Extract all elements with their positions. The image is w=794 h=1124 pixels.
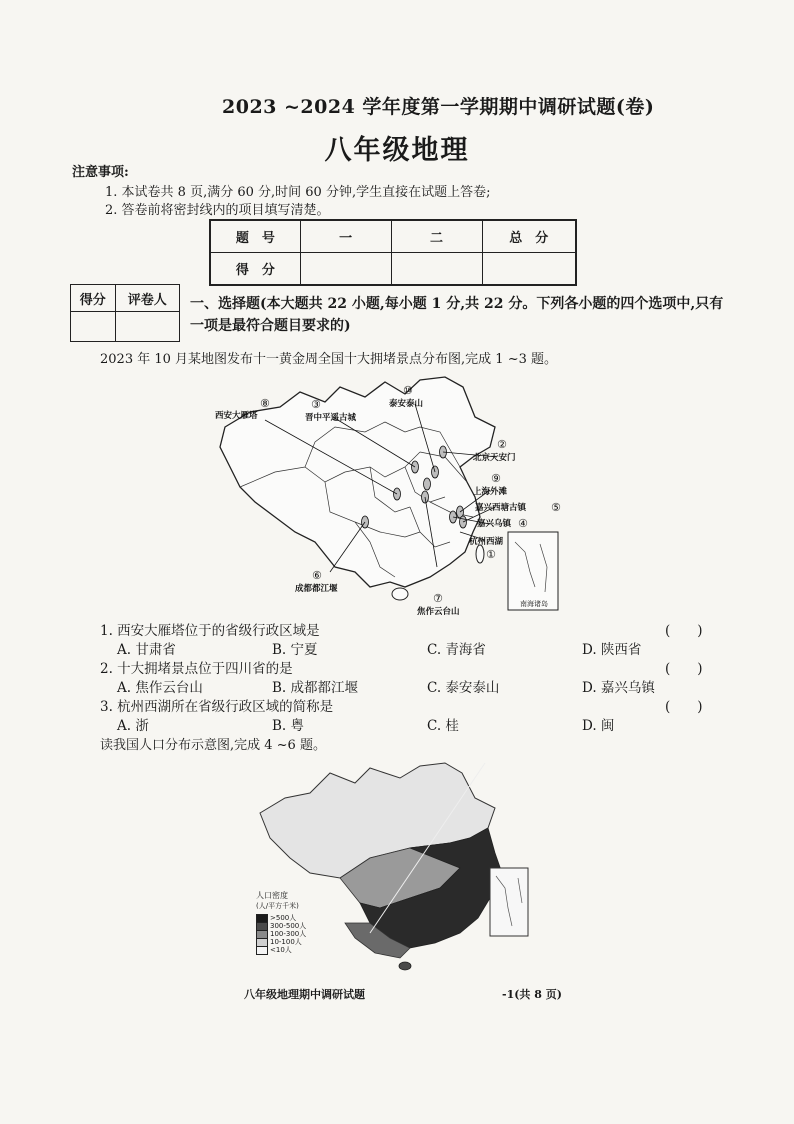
section-heading: 一、选择题(本大题共 22 小题,每小题 1 分,共 22 分。下列各小题的四个选项中,只有一项是最符合题目要求的) [190, 296, 724, 334]
label-num: ② [497, 438, 507, 451]
option[interactable]: D. 陕西省 [582, 642, 642, 658]
label-num: ⑨ [491, 472, 501, 485]
option[interactable]: C. 青海省 [427, 642, 486, 658]
option[interactable]: B. 成都都江堰 [272, 680, 359, 696]
legend-label: >500人 [270, 914, 297, 922]
score-input-cell[interactable] [391, 253, 482, 286]
option[interactable]: B. 粤 [272, 718, 305, 734]
option[interactable]: A. 甘肃省 [117, 642, 176, 658]
legend-unit: (人/平方千米) [256, 902, 299, 910]
score-table-cell: 题 号 [210, 220, 300, 253]
marker-pin [424, 478, 431, 490]
label-num: ① [486, 548, 496, 561]
label-num: ⑦ [433, 592, 443, 605]
legend-items [256, 914, 306, 954]
score-table-cell: 总 分 [482, 220, 576, 253]
label-num: ⑧ [260, 397, 270, 410]
grader-input-cell[interactable] [115, 312, 179, 342]
question-stem: 2. 十大拥堵景点位于四川省的是 [100, 661, 293, 677]
option[interactable]: D. 嘉兴乌镇 [582, 680, 655, 696]
label-name: 上海外滩 [473, 487, 508, 497]
taiwan-island [476, 545, 484, 563]
inset-caption: 南海诸岛 [520, 600, 548, 608]
grader-table-cell: 评卷人 [115, 285, 179, 312]
label-name: 泰安泰山 [389, 399, 424, 409]
map1-intro: 2023 年 10 月某地图发布十一黄金周全国十大拥堵景点分布图,完成 1 ~3 题。 [100, 352, 557, 367]
answer-paren[interactable]: ( ) [665, 699, 703, 715]
score-input-cell[interactable] [300, 253, 391, 286]
option[interactable]: A. 浙 [117, 718, 149, 734]
label-name: 成都都江堰 [295, 584, 338, 594]
legend-label: 10-100人 [270, 938, 302, 946]
map2-intro: 读我国人口分布示意图,完成 4 ~6 题。 [100, 738, 326, 753]
legend-item [256, 946, 306, 954]
south-china-sea-inset [490, 868, 528, 936]
grader-table-cell: 得分 [71, 285, 116, 312]
grader-input-cell[interactable] [71, 312, 116, 342]
option[interactable]: C. 泰安泰山 [427, 680, 500, 696]
south-china-sea-inset [508, 532, 558, 610]
option[interactable]: B. 宁夏 [272, 642, 318, 658]
subject-title: 八年级地理 [324, 135, 470, 166]
notice-item: 1. 本试卷共 8 页,满分 60 分,时间 60 分钟,学生直接在试题上答卷; [105, 185, 491, 200]
label-name: 晋中平遥古城 [305, 413, 357, 423]
label-num: ⑤ [551, 501, 561, 514]
score-table [209, 219, 577, 286]
label-name: 焦作云台山 [417, 607, 460, 617]
label-name: 嘉兴西塘古镇 [475, 503, 527, 513]
answer-paren[interactable]: ( ) [665, 661, 703, 677]
option[interactable]: C. 桂 [427, 718, 459, 734]
answer-paren[interactable]: ( ) [665, 623, 703, 639]
hainan-island [392, 588, 408, 600]
label-name: 杭州西湖 [469, 537, 504, 547]
notice-heading: 注意事项: [72, 165, 129, 180]
score-table-cell: 二 [391, 220, 482, 253]
legend-label: <10人 [270, 946, 292, 954]
option[interactable]: D. 闽 [582, 718, 615, 734]
label-name: 嘉兴乌镇 [477, 519, 512, 529]
hainan-island [399, 962, 411, 970]
legend-label: 300-500人 [270, 922, 307, 930]
legend-label: 100-300人 [270, 930, 307, 938]
grader-table [70, 284, 180, 342]
legend [256, 890, 306, 954]
score-table-cell: 一 [300, 220, 391, 253]
footer-left: 八年级地理期中调研试题 [244, 988, 365, 1001]
label-name: 北京天安门 [473, 453, 516, 463]
label-num: ⑩ [403, 384, 413, 397]
attractions-map [205, 372, 575, 622]
notice-item: 2. 答卷前将密封线内的项目填写清楚。 [105, 203, 330, 218]
label-num: ④ [518, 517, 528, 530]
legend-swatch [256, 946, 268, 955]
label-num: ③ [311, 398, 321, 411]
question-stem: 3. 杭州西湖所在省级行政区域的简称是 [100, 699, 334, 715]
question-stem: 1. 西安大雁塔位于的省级行政区域是 [100, 623, 320, 639]
exam-title: 2023 ~2024 学年度第一学期期中调研试题(卷) [222, 96, 655, 118]
score-table-cell: 得 分 [210, 253, 300, 286]
score-input-cell[interactable] [482, 253, 576, 286]
label-num: ⑥ [312, 569, 322, 582]
footer-page-number: -1(共 8 页) [502, 988, 562, 1001]
label-name: 西安大雁塔 [215, 411, 258, 421]
legend-title: 人口密度 [256, 891, 288, 900]
option[interactable]: A. 焦作云台山 [117, 680, 203, 696]
